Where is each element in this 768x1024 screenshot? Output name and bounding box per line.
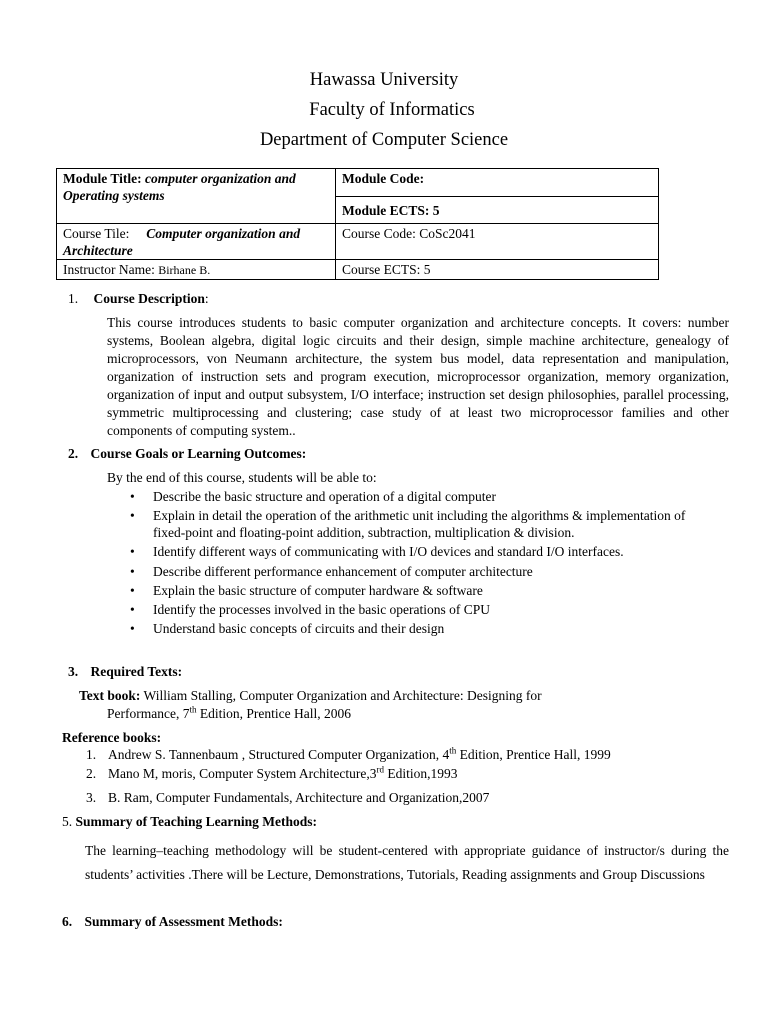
section-5-heading: 5. Summary of Teaching Learning Methods: bbox=[62, 814, 318, 829]
learning-outcomes-list bbox=[130, 488, 690, 639]
course-title-label: Course Tile: bbox=[63, 226, 130, 241]
module-ects-cell bbox=[336, 197, 659, 224]
course-title-cell bbox=[57, 224, 336, 260]
reference-item: 3. B. Ram, Computer Fundamentals, Architecture and Organization,2007 bbox=[86, 790, 490, 805]
textbook-text-a: William Stalling, Computer Organization and Architecture: Designing for bbox=[143, 688, 542, 703]
section-6-heading bbox=[62, 913, 283, 931]
section-1-heading bbox=[68, 290, 209, 308]
teaching-methods-text: The learning–teaching methodology will be student-centered with appropriate guidance of instructor/s during the students’ activities .There will be Lecture, Demonstrations, Tutorials, Reading assignments and Group Discussions bbox=[85, 843, 729, 882]
section-1-number: 1. bbox=[68, 291, 79, 306]
list-item: • Describe the basic structure and operation of a digital computer bbox=[130, 489, 496, 504]
list-item: • Describe different performance enhancement of computer architecture bbox=[130, 563, 533, 579]
instructor-name: Birhane B. bbox=[158, 263, 211, 277]
list-item: • Identify the processes involved in the basic operations of CPU bbox=[130, 601, 491, 617]
section-2-title: Course Goals or Learning Outcomes: bbox=[90, 446, 307, 461]
section-2-number: 2. bbox=[68, 446, 79, 461]
department-title: Department of Computer Science bbox=[259, 130, 509, 150]
section-5-number: 5 bbox=[62, 814, 69, 829]
module-title-label: Module Title: bbox=[63, 171, 142, 186]
textbook-line-1 bbox=[79, 687, 542, 705]
bullet-icon: • bbox=[130, 489, 135, 504]
learning-outcomes-intro: By the end of this course, students will be able to: bbox=[107, 470, 377, 485]
bullet-icon: • bbox=[130, 621, 135, 637]
bullet-icon: • bbox=[130, 601, 135, 617]
module-title-cell bbox=[57, 169, 336, 224]
module-ects-label: Module ECTS: 5 bbox=[342, 203, 440, 218]
university-title: Hawassa University bbox=[309, 70, 459, 90]
section-5-title: Summary of Teaching Learning Methods: bbox=[72, 814, 318, 829]
section-3-number: 3. bbox=[68, 664, 79, 679]
reference-item: 1. Andrew S. Tannenbaum , Structured Computer Organization, 4th Edition, Prentice Hall, 1999 bbox=[86, 745, 611, 762]
textbook-line-2: Performance, 7th Edition, Prentice Hall, 2006 bbox=[107, 704, 351, 721]
section-1-title: Course Description bbox=[93, 291, 205, 306]
list-item: • Understand basic concepts of circuits and their design bbox=[130, 621, 445, 637]
list-item: • Explain in detail the operation of the arithmetic unit including the algorithms & implementation of fixed-point and floating-point addition, subtraction, multiplication & division. bbox=[130, 508, 686, 541]
instructor-label: Instructor Name: bbox=[63, 262, 155, 277]
bullet-icon: • bbox=[130, 544, 135, 560]
section-6-title: Summary of Assessment Methods: bbox=[84, 914, 283, 929]
bullet-icon: • bbox=[130, 563, 135, 579]
section-1-colon: : bbox=[204, 291, 209, 306]
instructor-cell bbox=[57, 260, 336, 280]
list-item: • Identify different ways of communicating with I/O devices and standard I/O interfaces. bbox=[130, 544, 624, 560]
section-6-number: 6. bbox=[62, 914, 73, 929]
course-title-value: Computer organization and Architecture bbox=[63, 226, 301, 258]
textbook-label: Text book: bbox=[79, 688, 141, 703]
course-description-text: This course introduces students to basic computer organization and architecture concepts. It covers: number systems, Boolean algebra, digital logic circuits and their design, simple machine architecture, genealogy of microprocessors, von Neumann architecture, the system bus model, data representation and manipulation, organization of instruction sets and program execution, microprocessor organization, memory organization, organization of input and output subsystem, I/O interface; instruction set design philosophies, parallel processing, symmetric multiprocessing and clustering; case study of at least two microprocessor families and other components of computing system.. bbox=[107, 315, 729, 438]
section-3-heading bbox=[68, 663, 182, 681]
reference-books-label: Reference books: bbox=[62, 730, 162, 745]
list-item: • Explain the basic structure of computer hardware & software bbox=[130, 582, 483, 598]
module-code-cell bbox=[336, 169, 659, 197]
bullet-icon: • bbox=[130, 508, 135, 524]
section-3-title: Required Texts: bbox=[90, 664, 183, 679]
course-ects-cell: Course ECTS: 5 bbox=[336, 260, 659, 280]
course-code-cell: Course Code: CoSc2041 bbox=[336, 224, 659, 260]
bullet-icon: • bbox=[130, 582, 135, 598]
module-code-label: Module Code: bbox=[342, 171, 425, 186]
module-title-value: computer organization and Operating systems bbox=[63, 171, 296, 203]
module-info-table bbox=[56, 168, 659, 280]
section-2-heading bbox=[68, 445, 306, 463]
faculty-title: Faculty of Informatics bbox=[309, 100, 475, 120]
reference-item: 2. Mano M, moris, Computer System Architecture,3rd Edition,1993 bbox=[86, 764, 458, 781]
